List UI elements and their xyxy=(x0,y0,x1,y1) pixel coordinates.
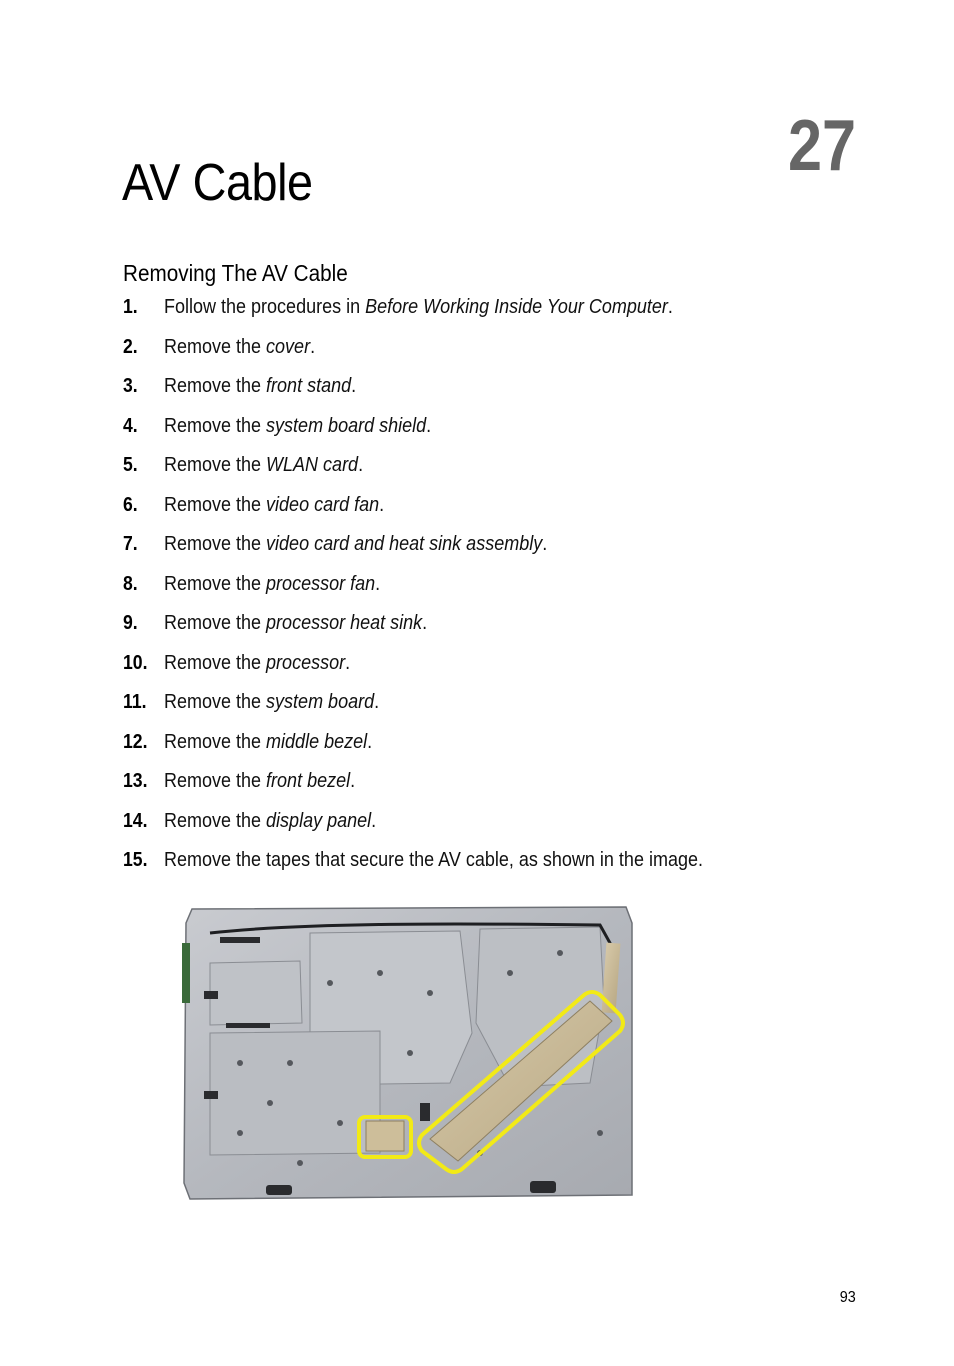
step-text: Remove the system board shield. xyxy=(164,414,432,437)
step-number: 15. xyxy=(123,849,148,871)
step-link[interactable]: processor heat sink xyxy=(266,612,423,634)
step-link[interactable]: middle bezel xyxy=(266,730,368,753)
step-item xyxy=(123,529,843,569)
step-text: Remove the video card fan. xyxy=(164,493,385,516)
av-cable-photo xyxy=(180,903,634,1203)
procedure-steps xyxy=(123,292,843,885)
step-text: Remove the front bezel. xyxy=(164,770,356,792)
chassis-panel xyxy=(210,1031,380,1155)
step-item xyxy=(123,292,843,332)
step-text: Remove the front stand. xyxy=(164,375,357,397)
step-item xyxy=(123,490,843,530)
step-item xyxy=(123,687,843,727)
step-item xyxy=(123,845,843,885)
step-link[interactable]: front bezel xyxy=(266,770,351,792)
step-number: 11. xyxy=(123,691,147,713)
step-link[interactable]: front stand xyxy=(266,375,352,397)
step-text: Remove the processor. xyxy=(164,651,351,674)
chapter-title: AV Cable xyxy=(122,153,313,212)
small-tape xyxy=(366,1121,404,1151)
step-text: Remove the WLAN card. xyxy=(164,454,364,476)
step-text: Remove the cover. xyxy=(164,335,316,358)
step-item xyxy=(123,648,843,688)
chassis-slot xyxy=(530,1181,556,1193)
chassis-panel xyxy=(210,961,302,1025)
step-text: Remove the video card and heat sink assembly. xyxy=(164,533,548,555)
step-number: 3. xyxy=(123,375,138,397)
step-text: Remove the tapes that secure the AV cable, as shown in the image. xyxy=(164,849,703,871)
step-number: 13. xyxy=(123,770,148,792)
step-item xyxy=(123,569,843,609)
step-number: 10. xyxy=(123,651,148,674)
step-item xyxy=(123,371,843,411)
step-text: Follow the procedures in Before Working Inside Your Computer. xyxy=(164,296,673,318)
step-text: Remove the processor heat sink. xyxy=(164,612,428,634)
step-number: 5. xyxy=(123,454,138,476)
chassis-slot xyxy=(220,937,260,943)
step-number: 1. xyxy=(123,296,138,318)
step-link[interactable]: cover xyxy=(266,335,311,358)
step-text: Remove the system board. xyxy=(164,691,380,713)
step-number: 14. xyxy=(123,809,148,832)
step-number: 12. xyxy=(123,730,148,753)
step-link[interactable]: WLAN card xyxy=(266,454,359,476)
step-number: 2. xyxy=(123,335,138,358)
step-link[interactable]: display panel xyxy=(266,809,372,832)
side-connectors xyxy=(182,943,190,1003)
step-link[interactable]: Before Working Inside Your Computer xyxy=(365,296,668,318)
chassis-slot xyxy=(226,1023,270,1028)
step-link[interactable]: processor fan xyxy=(266,572,376,595)
step-item xyxy=(123,450,843,490)
step-item xyxy=(123,806,843,846)
step-link[interactable]: video card and heat sink assembly xyxy=(266,533,543,555)
chassis-slot xyxy=(420,1103,430,1121)
chapter-number: 27 xyxy=(787,106,856,186)
chassis-slot xyxy=(204,1091,218,1099)
step-link[interactable]: video card fan xyxy=(266,493,380,516)
chassis-slot xyxy=(266,1185,292,1195)
step-link[interactable]: system board shield xyxy=(266,414,427,437)
step-number: 6. xyxy=(123,493,138,516)
chassis-illustration xyxy=(180,903,634,1203)
chassis-slot xyxy=(204,991,218,999)
step-number: 8. xyxy=(123,572,138,595)
page-number: 93 xyxy=(839,1289,856,1306)
step-link[interactable]: processor xyxy=(266,651,346,674)
step-text: Remove the display panel. xyxy=(164,809,377,832)
step-number: 4. xyxy=(123,414,138,437)
step-link[interactable]: system board xyxy=(266,691,375,713)
step-number: 7. xyxy=(123,533,138,555)
step-item xyxy=(123,608,843,648)
step-text: Remove the processor fan. xyxy=(164,572,381,595)
step-item xyxy=(123,332,843,372)
section-heading: Removing The AV Cable xyxy=(123,260,348,287)
step-item xyxy=(123,411,843,451)
step-text: Remove the middle bezel. xyxy=(164,730,373,753)
step-item xyxy=(123,727,843,767)
step-number: 9. xyxy=(123,612,138,634)
step-item xyxy=(123,766,843,806)
